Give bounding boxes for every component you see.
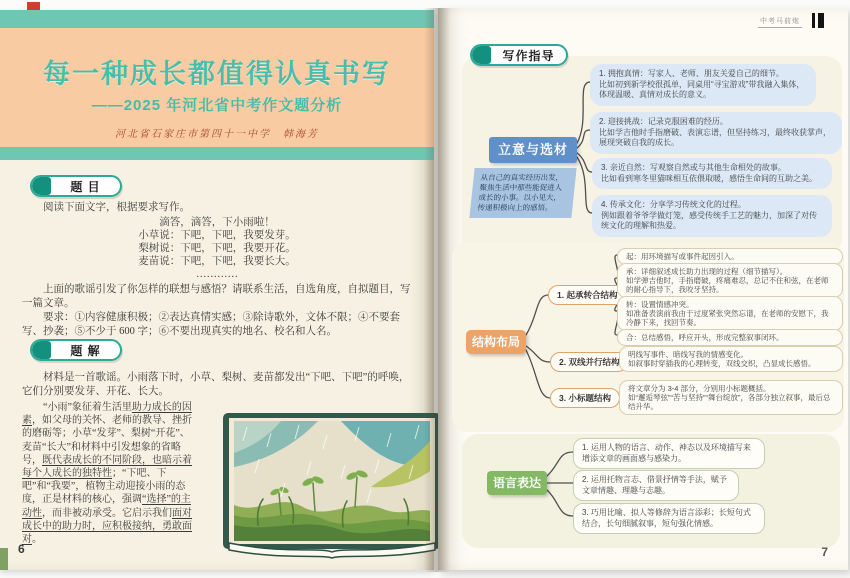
tab-spine-icon xyxy=(472,46,491,64)
structure-detail-subheading xyxy=(619,380,843,415)
detail-head: 将文章分为 3-4 部分，分别用小标题概括。 xyxy=(628,384,771,393)
tab-writing-guide xyxy=(470,44,568,66)
teal-band-mid xyxy=(0,147,434,160)
tab-tijie xyxy=(30,339,122,361)
prompt-paragraph: 上面的歌谣引发了你怎样的联想与感悟？请联系生活，自选角度，自拟题目，写一篇文章。 xyxy=(22,284,411,309)
author-line: 河北省石家庄市第四十一中学 韩海芳 xyxy=(115,129,319,140)
right-page-number: 7 xyxy=(821,545,828,559)
item-body: 比如学吉他时手指磨破、表演忘谱，但坚持练习，最终收获掌声，展现突破自我的成长。 xyxy=(599,127,831,147)
pill-subheading: 3. 小标题结构 xyxy=(550,388,620,408)
poem-line: 小草说：下吧，下吧，我要发芽。 xyxy=(138,230,296,241)
page-edge-accent xyxy=(0,548,8,570)
prompt-intro: 阅读下面文字，根据要求写作。 xyxy=(43,202,190,213)
item-head: 2. 迎接挑战：记录克服困难的经历。 xyxy=(599,117,728,126)
node-language: 语言表达 xyxy=(487,471,547,495)
tab-tijie-label: 题 解 xyxy=(70,343,101,358)
poem-line: 滴答，滴答，下小雨啦！ xyxy=(159,217,275,228)
language-item-3: 3. 巧用比喻、拟人等修辞为语言添彩；长短句式结合，长句细腻叙事，短句强化情感。 xyxy=(573,503,765,534)
theme-material-note: 从自己的真实经历出发，聚焦生活中那些能促进人成长的小事。以小见大，传递积极向上的感悟。 xyxy=(469,168,576,218)
item-body: 例如跟着爷爷学做灯笼，感受传统手工艺的魅力，加深了对传统文化的理解和热爱。 xyxy=(601,210,817,230)
column-label: 中考马前炮 xyxy=(758,16,802,28)
language-item-1: 1. 运用人物的语言、动作、神态以及环境描写来增添文章的画面感与感染力。 xyxy=(573,438,765,469)
detail-body: 如叙事时穿插我的心理转变，双线交织，凸显成长感悟。 xyxy=(628,359,816,368)
detail-body: 如“邂逅琴弦”“苦与坚持”“舞台绽放”，各部分独立叙事，最后总结升华。 xyxy=(628,393,831,411)
page-title: 每一种成长都值得认真书写 xyxy=(43,59,391,89)
teal-band-top xyxy=(0,10,434,28)
structure-detail-double-line xyxy=(619,346,843,372)
right-page xyxy=(438,8,848,570)
theme-item-1 xyxy=(590,64,816,106)
tab-spine-icon xyxy=(32,177,51,195)
left-page xyxy=(0,10,434,570)
structure-detail-zhuan xyxy=(617,296,843,331)
detail-head: 合：总结感悟，呼应开头，形成完整叙事闭环。 xyxy=(626,333,784,342)
structure-detail-cheng xyxy=(617,263,843,298)
detail-body: 如学弹吉他时，手指磨破，疼痛难忍，总记不住和弦，在老师的耐心指导下，我咬牙坚持。 xyxy=(626,276,829,294)
requirements-paragraph: 要求：①内容健康积极；②表达真情实感；③除诗歌外，文体不限；④不要套写、抄袭；⑤不少于 600 字；⑥不要出现真实的地名、校名和人名。 xyxy=(22,312,400,337)
language-item-2: 2. 运用托物言志、借景抒情等手法，赋予文章情趣、理趣与志趣。 xyxy=(573,470,739,501)
analysis-paragraph-2 xyxy=(22,401,420,561)
detail-head: 明线写事件、暗线写我的情感变化。 xyxy=(628,350,748,359)
theme-item-3 xyxy=(592,158,832,189)
item-head: 1. 拥抱真情：写家人、老师、朋友关爱自己的细节。 xyxy=(599,69,784,78)
poem-line: 梨树说：下吧，下吧，我要开花。 xyxy=(138,243,296,254)
left-page-number: 6 xyxy=(18,542,25,556)
tab-timu xyxy=(30,175,122,197)
node-theme-material: 立意与选材 xyxy=(489,137,577,163)
detail-head: 起：用环境描写或事件起因引入。 xyxy=(626,252,739,261)
poem-line: 麦苗说：下吧，下吧，我要长大。 xyxy=(138,256,296,267)
book-illustration xyxy=(202,413,420,561)
item-body: 比如初到新学校很孤单，同桌用“寻宝游戏”带我融入集体，体现温暖、真情对成长的意义。 xyxy=(599,79,805,99)
pill-qichengzhuanhe: 1. 起承转合结构 xyxy=(548,285,626,305)
page-subtitle: ——2025 年河北省中考作文题分析 xyxy=(91,97,343,114)
node-structure: 结构布局 xyxy=(466,330,526,354)
poem-ellipsis: ………… xyxy=(196,269,238,280)
theme-item-2 xyxy=(590,112,842,154)
detail-body: 如准备表演前我由于过度紧张突然忘谱，在老师的安慰下，我冷静下来，找回节奏。 xyxy=(626,309,829,327)
prompt-poem xyxy=(0,216,434,281)
detail-head: 承：详细叙述成长助力出现的过程（细节描写）。 xyxy=(626,267,788,276)
analysis-paragraph-1: 材料是一首歌谣。小雨落下时，小草、梨树、麦苗都发出“下吧、下吧”的呼唤，它们分别要发芽、开花、长大。 xyxy=(22,372,410,397)
theme-item-4 xyxy=(592,195,832,237)
tab-guide-label: 写作指导 xyxy=(502,48,555,63)
item-head: 4. 传承文化：分享学习传统文化的过程。 xyxy=(601,200,746,209)
item-head: 3. 亲近自然：写观察自然或与其他生命相处的故事。 xyxy=(601,163,786,172)
structure-detail-he xyxy=(617,329,843,346)
analysis-rich-text: “小雨”象征着生活里助力成长的因素，如父母的关怀、老师的教导、挫折的磨砺等；小草“发芽”、梨树“开花”、麦苗“长大”和材料中引发想象的省略号，既代表成长的不同阶段，也暗示着每个人成长的独特性；“下吧、下吧”和“我要”，植物主动迎接小雨的态度，正是材料的核心，强调“选择”的主动性，而非被动承受。它启示我们面对成长中的助力时，应积极接纳，勇敢面对。 xyxy=(22,402,192,546)
item-body: 比如看到寒冬里猫咪相互依偎取暖，感悟生命间的互助之美。 xyxy=(601,173,817,183)
pill-double-line: 2. 双线并行结构 xyxy=(550,352,628,372)
detail-head: 转：设置情感冲突。 xyxy=(626,300,694,309)
tab-timu-label: 题 目 xyxy=(70,179,101,194)
tab-spine-icon xyxy=(32,341,51,359)
